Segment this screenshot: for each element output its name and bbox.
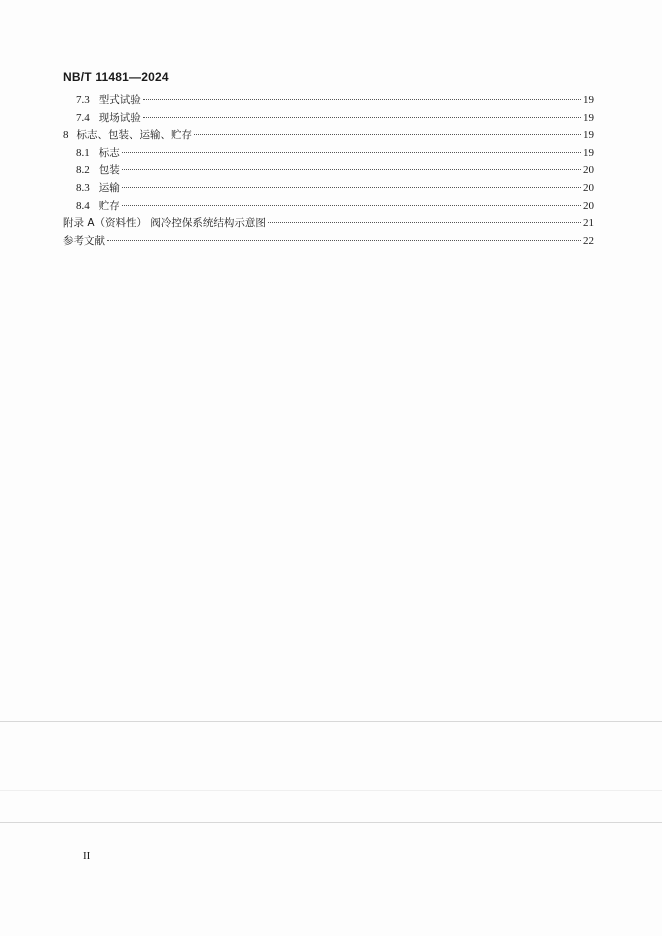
toc-entry[interactable] — [63, 92, 594, 110]
toc-entry-title: 附录 A（资料性） 阀冷控保系统结构示意图 — [63, 217, 266, 230]
toc-dot-leader — [122, 205, 581, 206]
toc-entry[interactable] — [63, 180, 594, 198]
toc-dot-leader — [107, 240, 581, 241]
table-of-contents — [63, 92, 594, 250]
toc-entry-title: 现场试验 — [98, 111, 141, 124]
toc-dot-leader — [143, 117, 581, 118]
scan-artifact-line — [0, 790, 662, 791]
toc-entry-number: 8 — [63, 129, 69, 142]
toc-entry-title: 贮存 — [98, 199, 120, 212]
toc-dot-leader — [122, 187, 581, 188]
toc-entry-page-number: 20 — [583, 199, 594, 212]
toc-entry-number: 7.4 — [76, 111, 90, 124]
toc-entry-page-number: 20 — [583, 164, 594, 177]
toc-dot-leader — [122, 169, 581, 170]
toc-entry-number: 7.3 — [76, 94, 90, 106]
toc-dot-leader — [122, 152, 581, 153]
scan-artifact-line — [0, 721, 662, 722]
toc-entry[interactable] — [63, 110, 594, 128]
toc-entry[interactable] — [63, 127, 594, 145]
toc-entry-title: 包装 — [98, 164, 120, 177]
toc-entry-page-number: 22 — [583, 234, 594, 247]
toc-entry[interactable] — [63, 198, 594, 216]
toc-entry-title: 参考文献 — [63, 234, 105, 247]
toc-dot-leader — [268, 222, 581, 223]
page-folio: II — [83, 850, 91, 862]
toc-entry-title: 型式试验 — [98, 94, 141, 106]
toc-entry-title: 运输 — [98, 181, 120, 194]
toc-entry[interactable] — [63, 215, 594, 233]
toc-entry-page-number: 19 — [583, 111, 594, 124]
toc-entry-number: 8.4 — [76, 199, 90, 212]
scan-artifact-line — [0, 822, 662, 823]
toc-entry-page-number: 20 — [583, 181, 594, 194]
toc-entry[interactable] — [63, 233, 594, 251]
toc-entry-number: 8.3 — [76, 181, 90, 194]
toc-entry-page-number: 19 — [583, 94, 594, 106]
toc-entry[interactable] — [63, 162, 594, 180]
toc-dot-leader — [194, 134, 581, 135]
toc-entry-number: 8.2 — [76, 164, 90, 177]
toc-entry[interactable] — [63, 145, 594, 163]
toc-entry-title: 标志 — [98, 146, 120, 159]
toc-dot-leader — [143, 99, 581, 100]
toc-entry-page-number: 19 — [583, 129, 594, 142]
toc-entry-page-number: 19 — [583, 146, 594, 159]
toc-entry-number: 8.1 — [76, 146, 90, 159]
standard-code: NB/T 11481—2024 — [63, 70, 169, 84]
toc-entry-title: 标志、包装、运输、贮存 — [76, 129, 192, 142]
toc-entry-page-number: 21 — [583, 217, 594, 230]
